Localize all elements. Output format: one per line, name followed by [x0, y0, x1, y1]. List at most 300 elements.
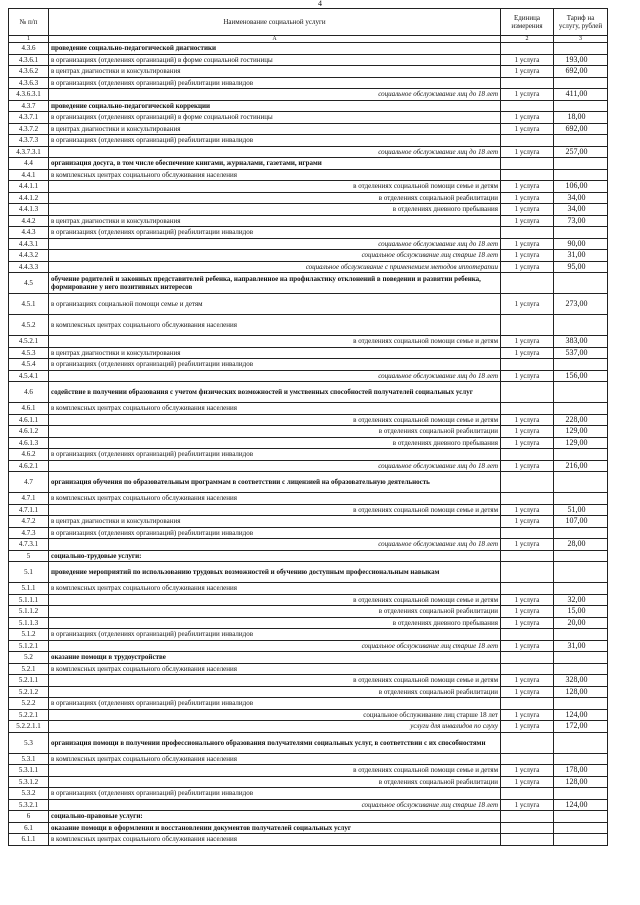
header-name: Наименование социальной услуги [49, 9, 501, 36]
row-number: 4.3.7 [9, 100, 49, 112]
service-name: в центрах диагностики и консультирования [49, 123, 501, 135]
unit-of-measure: 1 услуга [501, 709, 554, 721]
table-row [9, 753, 608, 765]
table-row [9, 135, 608, 147]
table-row [9, 652, 608, 664]
row-number: 4.5.4 [9, 359, 49, 371]
row-number: 5 [9, 550, 49, 562]
table-row [9, 54, 608, 66]
table-row [9, 527, 608, 539]
table-row [9, 181, 608, 193]
unit-of-measure: 1 услуга [501, 181, 554, 193]
service-name: в комплексных центрах социального обслуживания населения [49, 583, 501, 595]
table-row [9, 550, 608, 562]
unit-of-measure [501, 449, 554, 461]
unit-of-measure: 1 услуга [501, 640, 554, 652]
tariff-price [554, 315, 608, 336]
row-number: 4.5.1 [9, 294, 49, 315]
service-name: в центрах диагностики и консультирования [49, 347, 501, 359]
tariff-price [554, 583, 608, 595]
service-name: в отделениях социальной помощи семье и детям [49, 336, 501, 348]
tariff-price: 128,00 [554, 686, 608, 698]
row-number: 4.3.7.2 [9, 123, 49, 135]
tariff-price: 106,00 [554, 181, 608, 193]
tariff-price [554, 562, 608, 583]
table-row [9, 77, 608, 89]
row-number: 5.3 [9, 732, 49, 753]
unit-of-measure [501, 227, 554, 239]
service-name: в отделениях социальной реабилитации [49, 192, 501, 204]
tariff-price [554, 100, 608, 112]
tariff-price: 51,00 [554, 504, 608, 516]
header-num: № п/п [9, 9, 49, 36]
row-number: 4.4.1.2 [9, 192, 49, 204]
unit-of-measure: 1 услуга [501, 192, 554, 204]
unit-of-measure: 1 услуга [501, 606, 554, 618]
row-number: 5.1.2 [9, 629, 49, 641]
service-name: в комплексных центрах социального обслуживания населения [49, 169, 501, 181]
row-number: 4.5.2.1 [9, 336, 49, 348]
unit-of-measure [501, 43, 554, 55]
table-row [9, 617, 608, 629]
table-row [9, 788, 608, 800]
row-number: 4.4.2 [9, 215, 49, 227]
tariff-price [554, 527, 608, 539]
tariff-price: 411,00 [554, 89, 608, 101]
table-row [9, 640, 608, 652]
table-row [9, 732, 608, 753]
row-number: 4.3.6 [9, 43, 49, 55]
table-row [9, 709, 608, 721]
row-number: 4.5.3 [9, 347, 49, 359]
service-name: в отделениях социальной реабилитации [49, 426, 501, 438]
unit-of-measure: 1 услуга [501, 617, 554, 629]
table-row [9, 261, 608, 273]
table-row [9, 370, 608, 382]
unit-of-measure: 1 услуга [501, 437, 554, 449]
row-number: 5.2.2 [9, 698, 49, 710]
unit-of-measure: 1 услуга [501, 250, 554, 262]
table-row [9, 698, 608, 710]
row-number: 5.1 [9, 562, 49, 583]
service-name: в отделениях социальной помощи семье и детям [49, 675, 501, 687]
unit-of-measure: 1 услуга [501, 238, 554, 250]
row-number: 6.1.1 [9, 834, 49, 846]
row-number: 5.2.1 [9, 663, 49, 675]
table-row [9, 460, 608, 472]
unit-of-measure: 1 услуга [501, 66, 554, 78]
table-row [9, 158, 608, 170]
row-number: 5.1.1.1 [9, 594, 49, 606]
tariff-price: 28,00 [554, 539, 608, 551]
row-number: 4.4.1.3 [9, 204, 49, 216]
row-number: 4.7.3 [9, 527, 49, 539]
tariff-price: 107,00 [554, 516, 608, 528]
unit-of-measure: 1 услуга [501, 112, 554, 124]
table-row [9, 493, 608, 505]
service-name: в организациях (отделениях организаций) реабилитации инвалидов [49, 227, 501, 239]
service-name: в комплексных центрах социального обслуживания населения [49, 834, 501, 846]
tariff-price [554, 834, 608, 846]
table-row [9, 822, 608, 834]
service-name: в организациях (отделениях организаций) реабилитации инвалидов [49, 527, 501, 539]
service-name: в комплексных центрах социального обслуживания населения [49, 403, 501, 415]
table-row [9, 765, 608, 777]
tariff-price: 328,00 [554, 675, 608, 687]
table-row [9, 583, 608, 595]
service-name: в организациях (отделениях организаций) реабилитации инвалидов [49, 359, 501, 371]
tariff-price: 18,00 [554, 112, 608, 124]
unit-of-measure [501, 583, 554, 595]
unit-of-measure [501, 562, 554, 583]
table-row [9, 606, 608, 618]
row-number: 5.1.1.2 [9, 606, 49, 618]
unit-of-measure [501, 527, 554, 539]
service-name: в комплексных центрах социального обслуживания населения [49, 315, 501, 336]
unit-of-measure [501, 403, 554, 415]
table-row [9, 204, 608, 216]
unit-of-measure: 1 услуга [501, 460, 554, 472]
service-name: в организациях социальной помощи семье и детям [49, 294, 501, 315]
service-name: проведение социально-педагогической коррекции [49, 100, 501, 112]
table-row [9, 294, 608, 315]
tariff-price: 383,00 [554, 336, 608, 348]
service-name: оказание помощи в оформлении и восстановлении документов получателей социальных услуг [49, 822, 501, 834]
unit-of-measure [501, 77, 554, 89]
tariff-price: 124,00 [554, 709, 608, 721]
table-row [9, 382, 608, 403]
service-name: в отделениях социальной реабилитации [49, 686, 501, 698]
row-number: 4.6.1 [9, 403, 49, 415]
service-name: социальное обслуживание лиц старше 18 лет [49, 799, 501, 811]
table-row [9, 359, 608, 371]
service-name: социальное обслуживание лиц старше 18 лет [49, 640, 501, 652]
row-number: 4.5 [9, 273, 49, 294]
unit-of-measure [501, 788, 554, 800]
service-name: социальное обслуживание лиц до 18 лет [49, 238, 501, 250]
unit-of-measure: 1 услуга [501, 336, 554, 348]
service-name: в отделениях социальной реабилитации [49, 606, 501, 618]
service-name: социальное обслуживание лиц старше 18 лет [49, 709, 501, 721]
unit-of-measure: 1 услуга [501, 426, 554, 438]
table-row [9, 250, 608, 262]
unit-of-measure: 1 услуга [501, 204, 554, 216]
table-row [9, 336, 608, 348]
table-row [9, 347, 608, 359]
unit-of-measure: 1 услуга [501, 539, 554, 551]
service-name: организация помощи в получении профессионального образования получателями социальных услуг, в соответствии с их способностями [49, 732, 501, 753]
service-name: в организациях (отделениях организаций) реабилитации инвалидов [49, 788, 501, 800]
tariff-price [554, 811, 608, 823]
service-name: проведение мероприятий по использованию трудовых возможностей и обучению доступным профессиональным навыкам [49, 562, 501, 583]
unit-of-measure: 1 услуга [501, 799, 554, 811]
unit-of-measure [501, 550, 554, 562]
table-row [9, 721, 608, 733]
tariff-price [554, 43, 608, 55]
table-row [9, 112, 608, 124]
table-row [9, 215, 608, 227]
service-name: в отделениях социальной помощи семье и детям [49, 504, 501, 516]
unit-of-measure [501, 732, 554, 753]
table-row [9, 227, 608, 239]
row-number: 4.6.2 [9, 449, 49, 461]
table-row [9, 449, 608, 461]
table-row [9, 504, 608, 516]
row-number: 4.3.6.3 [9, 77, 49, 89]
tariff-price: 129,00 [554, 437, 608, 449]
service-name: социальное обслуживание с применением методов иппотерапии [49, 261, 501, 273]
row-number: 5.2 [9, 652, 49, 664]
row-number: 5.1.1 [9, 583, 49, 595]
tariff-price: 32,00 [554, 594, 608, 606]
table-row [9, 43, 608, 55]
unit-of-measure: 1 услуга [501, 89, 554, 101]
service-name: в комплексных центрах социального обслуживания населения [49, 663, 501, 675]
service-name: социальное обслуживание лиц до 18 лет [49, 539, 501, 551]
table-row [9, 629, 608, 641]
row-number: 5.3.2.1 [9, 799, 49, 811]
table-row [9, 100, 608, 112]
service-name: в организациях (отделениях организаций) в форме социальной гостиницы [49, 54, 501, 66]
row-number: 5.2.2.1 [9, 709, 49, 721]
tariff-price: 128,00 [554, 776, 608, 788]
row-number: 4.6.2.1 [9, 460, 49, 472]
table-row [9, 192, 608, 204]
row-number: 6 [9, 811, 49, 823]
tariff-price [554, 77, 608, 89]
unit-of-measure [501, 382, 554, 403]
tariff-price [554, 382, 608, 403]
unit-of-measure [501, 811, 554, 823]
row-number: 5.3.1 [9, 753, 49, 765]
service-name: в комплексных центрах социального обслуживания населения [49, 493, 501, 505]
service-name: в отделениях дневного пребывания [49, 617, 501, 629]
tariff-price: 90,00 [554, 238, 608, 250]
service-name: организация обучения по образовательным программам в соответствии с лицензией на образовательную деятельность [49, 472, 501, 493]
row-number: 4.4.3 [9, 227, 49, 239]
unit-of-measure [501, 135, 554, 147]
unit-of-measure [501, 698, 554, 710]
row-number: 4.6.1.1 [9, 414, 49, 426]
service-name: в организациях (отделениях организаций) реабилитации инвалидов [49, 135, 501, 147]
tariff-price: 34,00 [554, 192, 608, 204]
table-row [9, 414, 608, 426]
table-index-row [9, 36, 608, 43]
tariff-price [554, 493, 608, 505]
unit-of-measure [501, 652, 554, 664]
unit-of-measure: 1 услуга [501, 504, 554, 516]
unit-of-measure: 1 услуга [501, 594, 554, 606]
table-row [9, 315, 608, 336]
service-name: социально-правовые услуги: [49, 811, 501, 823]
unit-of-measure: 1 услуга [501, 146, 554, 158]
row-number: 4.6.1.3 [9, 437, 49, 449]
service-name: социальное обслуживание лиц до 18 лет [49, 89, 501, 101]
table-row [9, 238, 608, 250]
tariff-price [554, 822, 608, 834]
unit-of-measure [501, 493, 554, 505]
row-number: 4.6 [9, 382, 49, 403]
table-row [9, 799, 608, 811]
service-name: в отделениях социальной реабилитации [49, 776, 501, 788]
service-name: в центрах диагностики и консультирования [49, 66, 501, 78]
row-number: 4.7.1 [9, 493, 49, 505]
tariff-price: 31,00 [554, 250, 608, 262]
table-row [9, 66, 608, 78]
row-number: 4.3.7.3 [9, 135, 49, 147]
tariff-price [554, 403, 608, 415]
row-number: 4.5.4.1 [9, 370, 49, 382]
service-name: проведение социально-педагогической диагностики [49, 43, 501, 55]
row-number: 4.4 [9, 158, 49, 170]
unit-of-measure: 1 услуга [501, 765, 554, 777]
unit-of-measure [501, 834, 554, 846]
unit-of-measure [501, 273, 554, 294]
table-row [9, 675, 608, 687]
tariff-price [554, 652, 608, 664]
tariff-price: 20,00 [554, 617, 608, 629]
table-row [9, 403, 608, 415]
service-name: в организациях (отделениях организаций) реабилитации инвалидов [49, 449, 501, 461]
table-body [9, 43, 608, 846]
row-number: 6.1 [9, 822, 49, 834]
row-number: 4.4.3.3 [9, 261, 49, 273]
tariff-price [554, 629, 608, 641]
unit-of-measure [501, 315, 554, 336]
service-name: в отделениях социальной помощи семье и детям [49, 765, 501, 777]
tariff-price [554, 135, 608, 147]
unit-of-measure: 1 услуга [501, 123, 554, 135]
row-number: 4.6.1.2 [9, 426, 49, 438]
tariff-price [554, 663, 608, 675]
row-number: 4.4.3.1 [9, 238, 49, 250]
table-row [9, 594, 608, 606]
unit-of-measure [501, 472, 554, 493]
row-number: 4.3.6.3.1 [9, 89, 49, 101]
service-name: социальное обслуживание лиц до 18 лет [49, 370, 501, 382]
tariff-price: 273,00 [554, 294, 608, 315]
index-unit: 2 [501, 36, 554, 43]
service-name: в центрах диагностики и консультирования [49, 516, 501, 528]
table-row [9, 169, 608, 181]
service-name: услуги для инвалидов по слуху [49, 721, 501, 733]
row-number: 5.2.2.1.1 [9, 721, 49, 733]
unit-of-measure: 1 услуга [501, 516, 554, 528]
unit-of-measure: 1 услуга [501, 686, 554, 698]
service-name: в организациях (отделениях организаций) реабилитации инвалидов [49, 629, 501, 641]
service-name: в отделениях социальной помощи семье и детям [49, 181, 501, 193]
table-row [9, 426, 608, 438]
table-row [9, 437, 608, 449]
row-number: 5.3.1.2 [9, 776, 49, 788]
service-name: в отделениях дневного пребывания [49, 437, 501, 449]
table-row [9, 562, 608, 583]
tariff-price: 34,00 [554, 204, 608, 216]
tariff-price: 156,00 [554, 370, 608, 382]
unit-of-measure: 1 услуга [501, 347, 554, 359]
service-name: социальное обслуживание лиц до 18 лет [49, 146, 501, 158]
tariff-price: 31,00 [554, 640, 608, 652]
table-row [9, 834, 608, 846]
tariff-price: 172,00 [554, 721, 608, 733]
row-number: 4.4.3.2 [9, 250, 49, 262]
tariff-price: 257,00 [554, 146, 608, 158]
row-number: 4.7 [9, 472, 49, 493]
service-name: социально-трудовые услуги: [49, 550, 501, 562]
tariff-price: 228,00 [554, 414, 608, 426]
row-number: 4.4.1.1 [9, 181, 49, 193]
row-number: 4.7.3.1 [9, 539, 49, 551]
tariff-price: 73,00 [554, 215, 608, 227]
tariff-price: 692,00 [554, 123, 608, 135]
tariff-price [554, 158, 608, 170]
table-row [9, 811, 608, 823]
service-name: социальное обслуживание лиц до 18 лет [49, 460, 501, 472]
service-name: содействие в получении образования с учетом физических возможностей и умственных способностей получателей социальных услуг [49, 382, 501, 403]
tariff-price [554, 227, 608, 239]
service-name: в отделениях социальной помощи семье и детям [49, 594, 501, 606]
row-number: 4.3.7.3.1 [9, 146, 49, 158]
tariff-price: 692,00 [554, 66, 608, 78]
unit-of-measure: 1 услуга [501, 675, 554, 687]
unit-of-measure [501, 169, 554, 181]
unit-of-measure: 1 услуга [501, 261, 554, 273]
table-row [9, 776, 608, 788]
tariff-price: 216,00 [554, 460, 608, 472]
row-number: 5.2.1.2 [9, 686, 49, 698]
unit-of-measure [501, 100, 554, 112]
header-price: Тариф на услугу, рублей [554, 9, 608, 36]
row-number: 5.1.1.3 [9, 617, 49, 629]
unit-of-measure: 1 услуга [501, 54, 554, 66]
table-row [9, 89, 608, 101]
service-name: в центрах диагностики и консультирования [49, 215, 501, 227]
tariff-price: 537,00 [554, 347, 608, 359]
tariff-price [554, 359, 608, 371]
service-name: в отделениях социальной помощи семье и детям [49, 414, 501, 426]
index-price: 3 [554, 36, 608, 43]
unit-of-measure [501, 359, 554, 371]
index-num: 1 [9, 36, 49, 43]
table-row [9, 472, 608, 493]
tariff-price [554, 732, 608, 753]
unit-of-measure: 1 услуга [501, 215, 554, 227]
tariff-price: 129,00 [554, 426, 608, 438]
table-row [9, 516, 608, 528]
tariff-price: 95,00 [554, 261, 608, 273]
service-name: оказание помощи в трудоустройстве [49, 652, 501, 664]
row-number: 4.7.1.1 [9, 504, 49, 516]
row-number: 5.2.1.1 [9, 675, 49, 687]
row-number: 4.7.2 [9, 516, 49, 528]
tariff-price [554, 788, 608, 800]
row-number: 5.3.2 [9, 788, 49, 800]
row-number: 4.3.6.1 [9, 54, 49, 66]
unit-of-measure [501, 158, 554, 170]
unit-of-measure: 1 услуга [501, 721, 554, 733]
tariff-price [554, 273, 608, 294]
table-row [9, 273, 608, 294]
tariff-price [554, 550, 608, 562]
row-number: 4.3.7.1 [9, 112, 49, 124]
tariff-price [554, 753, 608, 765]
row-number: 5.3.1.1 [9, 765, 49, 777]
service-name: в организациях (отделениях организаций) реабилитации инвалидов [49, 698, 501, 710]
service-name: социальное обслуживание лиц старше 18 лет [49, 250, 501, 262]
tariff-price: 193,00 [554, 54, 608, 66]
tariff-price [554, 169, 608, 181]
unit-of-measure: 1 услуга [501, 776, 554, 788]
